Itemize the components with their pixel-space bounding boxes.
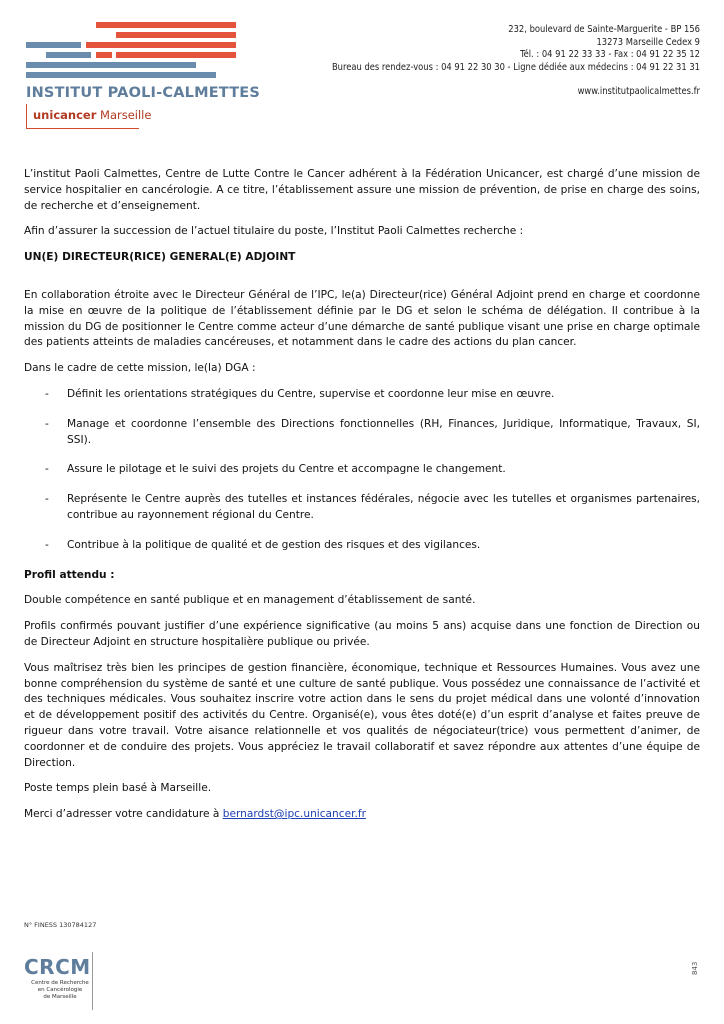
unicancer-city: Marseille: [100, 108, 152, 122]
apply-paragraph: [24, 807, 700, 823]
address-phone-fax: Tél. : 04 91 22 33 33 - Fax : 04 91 22 35 12: [520, 49, 700, 61]
list-item: [24, 387, 700, 403]
mission-text: Assure le pilotage et le suivi des projets du Centre et accompagne le changement.: [67, 463, 506, 476]
address-appointments: Bureau des rendez-vous : 04 91 22 30 30 - Ligne dédiée aux médecins : 04 91 22 31 31: [331, 61, 700, 73]
location-paragraph: Poste temps plein basé à Marseille.: [24, 782, 212, 795]
crcm-subtitle-line: en Cancérologie: [37, 987, 83, 993]
apply-email-link[interactable]: bernardst@ipc.unicancer.fr: [222, 808, 366, 821]
bullet-dash: -: [45, 387, 49, 400]
profile-heading: Profil attendu :: [24, 568, 115, 581]
website-link[interactable]: www.institutpaolicalmettes.fr: [577, 86, 700, 98]
job-title: UN(E) DIRECTEUR(RICE) GENERAL(E) ADJOINT: [24, 251, 296, 264]
bullet-dash: -: [45, 493, 49, 506]
mission-text: Manage et coordonne l’ensemble des Directions fonctionnelles (RH, Finances, Juridique, Informatique, Travaux, SI, SSI).: [67, 417, 700, 446]
profile-paragraph-2: Profils confirmés pouvant justifier d’une expérience significative (au moins 5 ans) acquise dans une fonction de Direction ou de Directeur Adjoint en structure hospitalière publique ou privée.: [24, 620, 700, 648]
bullet-dash: -: [45, 538, 49, 551]
crcm-subtitle-line: Centre de Recherche: [31, 980, 89, 986]
profile-paragraph-3: Vous maîtrisez très bien les principes de gestion financière, économique, technique et Ressources Humaines. Vous avez une bonne compréhension du système de santé et une culture de santé publique. Vous possédez une connaissance de l’activité et des techniques médicales. Vous souhaitez inscrire votre action dans le sens du projet médical dans une volonté d’innovation et de développement positif des activités du Centre. Organisé(e), vous êtes doté(e) d’un esprit d’analyse et faites preuve de rigueur dans votre travail. Votre aisance relationnelle et vos qualités de négociateur(trice) vous permettent d’animer, de coordonner et de conduire des projets. Vous appréciez le travail collaboratif et savez répondre aux attentes d’une équipe de Direction.: [24, 661, 700, 769]
crcm-subtitle: [30, 980, 90, 1001]
list-item: [24, 492, 700, 524]
intro-paragraph: L’institut Paoli Calmettes, Centre de Lutte Contre le Cancer adhérent à la Fédération Unicancer, est chargé d’une mission de service hospitalier en cancérologie. A ce titre, l’établissement assure une mission de prévention, de prise en charge des soins, de recherche et d’enseignement.: [24, 168, 700, 212]
page-code: 843: [691, 961, 699, 975]
profile-paragraph-1: Double compétence en santé publique et en management d’établissement de santé.: [24, 594, 476, 607]
unicancer-brand: unicancer: [33, 108, 97, 122]
job-offer-body: [24, 167, 700, 833]
mission-text: Définit les orientations stratégiques du Centre, supervise et coordonne leur mise en œuvre.: [67, 387, 555, 400]
crcm-subtitle-line: de Marseille: [43, 994, 77, 1000]
bullet-dash: -: [45, 417, 49, 430]
bullet-dash: -: [45, 463, 49, 476]
missions-list: [24, 387, 700, 554]
unicancer-logo: [33, 108, 151, 122]
succession-paragraph: Afin d’assurer la succession de l’actuel titulaire du poste, l’Institut Paoli Calmettes recherche :: [24, 225, 524, 238]
list-item: [24, 538, 700, 554]
logo-stripes: [26, 22, 236, 82]
mission-text: Représente le Centre auprès des tutelles et instances fédérales, négocie avec les tutelles et organismes partenaires, contribue au rayonnement régional du Centre.: [67, 493, 700, 521]
apply-text: Merci d’adresser votre candidature à: [24, 808, 223, 821]
finess-number: N° FINESS 130784127: [24, 921, 97, 929]
list-item: [24, 417, 700, 449]
address-street: 232, boulevard de Sainte-Marguerite - BP 156: [508, 24, 700, 35]
address-city: 13273 Marseille Cedex 9: [596, 36, 700, 48]
institute-address: [332, 24, 700, 99]
mission-text: Contribue à la politique de qualité et de gestion des risques et des vigilances.: [67, 538, 481, 551]
mission-intro: Dans le cadre de cette mission, le(la) DGA :: [24, 362, 256, 375]
collaboration-paragraph: En collaboration étroite avec le Directeur Général de l’IPC, le(a) Directeur(rice) Général Adjoint prend en charge et coordonne la mise en œuvre de la politique de l’établissement définie par le DG et selon le schéma de délégation. Il contribue à la mission du DG de positionner le Centre comme acteur d’une démarche de santé publique visant une prise en charge optimale des patients atteints de maladies cancéreuses, et notamment dans le cadre des actions du plan cancer.: [24, 288, 700, 349]
crcm-logo: CRCM: [24, 955, 91, 979]
list-item: [24, 462, 700, 478]
crcm-divider: [92, 952, 93, 1010]
institute-logo-name: INSTITUT PAOLI-CALMETTES: [26, 85, 261, 101]
